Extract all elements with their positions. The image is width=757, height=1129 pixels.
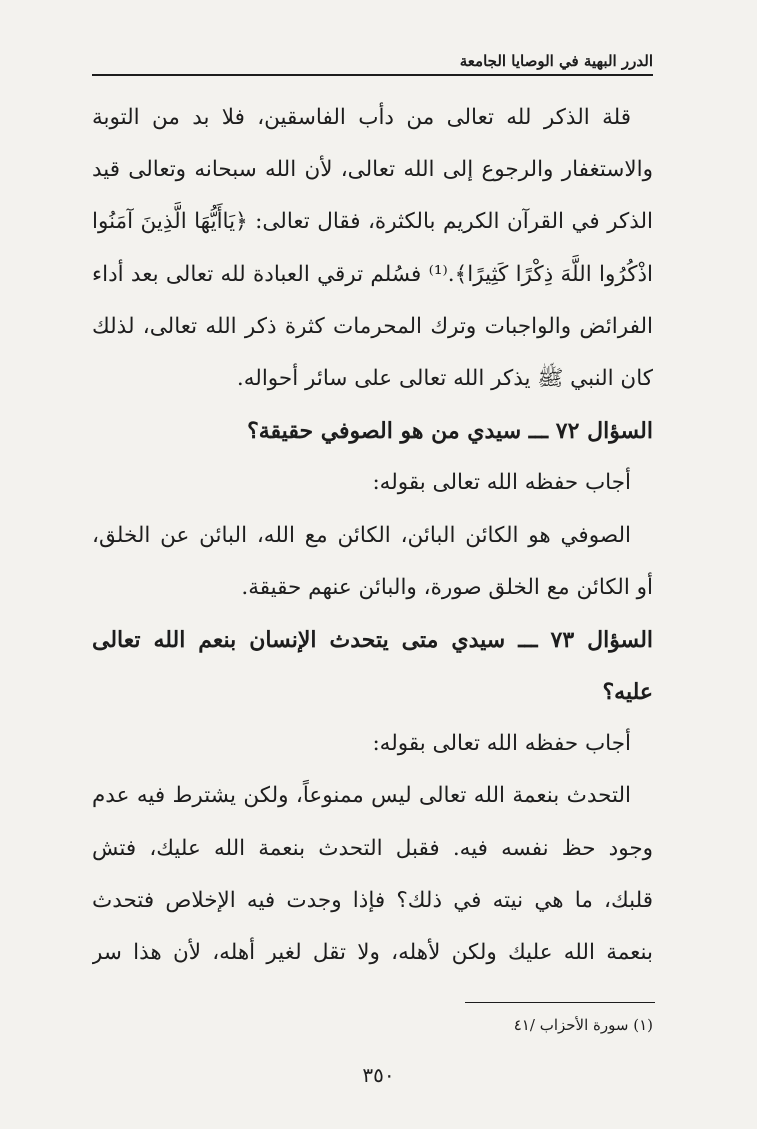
text-line: قلة الذكر لله تعالى من دأب الفاسقين، فلا بد من التوبة [92,105,631,130]
text-line: الذكر في القرآن الكريم بالكثرة، فقال تعالى: ﴿يَاأَيُّهَا الَّذِينَ آمَنُوا [92,209,653,235]
page-number: ٣٥٠ [362,1063,395,1087]
question-heading: السؤال ٧٣ ـــ سيدي متى يتحدث الإنسان بنعم الله تعالى [92,626,653,653]
text-line: التحدث بنعمة الله تعالى ليس ممنوعاً، ولكن يشترط فيه عدم [92,783,631,809]
answer-intro: أجاب حفظه الله تعالى بقوله: [372,470,631,496]
text-line: قلبك، ما هي نيته في ذلك؟ فإذا وجدت فيه الإخلاص فتحدث [92,887,653,913]
question-heading-end: عليه؟ [602,679,653,706]
text-line: الفرائض والواجبات وترك المحرمات كثرة ذكر الله تعالى، لذلك [92,313,653,339]
text-line: بنعمة الله عليك ولكن لأهله، ولا تقل لغير أهله، لأن هذا سر [92,940,653,965]
body-text [92,92,653,979]
running-header-title: الدرر البهية في الوصايا الجامعة [459,52,653,70]
question-heading: السؤال ٧٢ ـــ سيدي من هو الصوفي حقيقة؟ [247,418,653,445]
footnote: (١) سورة الأحزاب /٤١ [513,1016,653,1034]
text-line: كان النبي ﷺ يذكر الله تعالى على سائر أحواله. [236,365,653,391]
text-line: والاستغفار والرجوع إلى الله تعالى، لأن الله سبحانه وتعالى قيد [92,157,653,183]
footnote-rule [465,1002,655,1003]
text-line: أو الكائن مع الخلق صورة، والبائن عنهم حقيقة. [241,574,653,600]
header-rule [92,74,653,76]
text-line: وجود حظ نفسه فيه. فقبل التحدث بنعمة الله عليك، فتش [92,835,653,861]
text-line: الصوفي هو الكائن البائن، الكائن مع الله، البائن عن الخلق، [92,522,631,548]
text-line: اذْكُرُوا اللَّهَ ذِكْرًا كَثِيرًا﴾.⁽¹⁾ فسُلم ترقي العبادة لله تعالى بعد أداء [92,261,653,287]
answer-intro: أجاب حفظه الله تعالى بقوله: [372,731,631,757]
